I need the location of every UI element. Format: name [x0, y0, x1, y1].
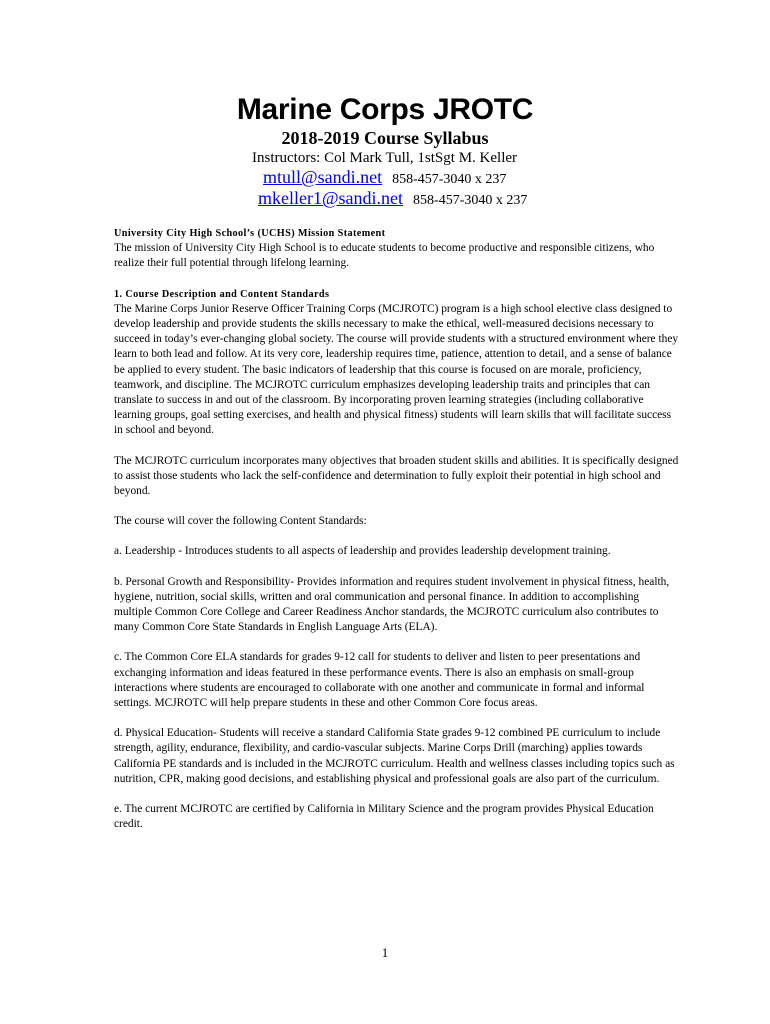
document-title: Marine Corps JROTC	[236, 93, 534, 126]
standard-c: c. The Common Core ELA standards for grades 9-12 call for students to deliver and listen to peer presentations and exchanging information and ideas featured in these performance events. There is also an emphasis on small-group interactions where students are encouraged to collaborate with one another and communicate in formal and informal settings. MCJROTC will help prepare students in these and other Common Core focus areas.	[114, 651, 645, 710]
instructors-line: Instructors: Col Mark Tull, 1stSgt M. Keller	[252, 150, 518, 166]
mission-text: The mission of University City High School is to educate students to become productive and responsible citizens, who realize their full potential through lifelong learning.	[114, 242, 655, 270]
course-section	[114, 287, 679, 439]
course-paragraph-3: The course will cover the following Content Standards:	[114, 515, 367, 528]
standard-b: b. Personal Growth and Responsibility- Provides information and requires student involvement in physical fitness, health, hygiene, nutrition, social skills, written and oral communication and personal finance. In addition to accomplishing multiple Common Core College and Career Readiness Anchor standards, the MCJROTC curriculum also contributes to many Common Core State Standards in English Language Arts (ELA).	[114, 575, 670, 634]
email-link-tull[interactable]: mtull@sandi.net	[263, 167, 383, 187]
page-number: 1	[381, 945, 389, 960]
email-link-keller[interactable]: mkeller1@sandi.net	[258, 188, 404, 208]
course-paragraph-1: The Marine Corps Junior Reserve Officer Training Corps (MCJROTC) program is a high school elective class designed to develop leadership and provide students the skills necessary to make the ethical, well-measured decisions necessary to succeed in today’s ever-changing global society. The course will provide students with a structured environment where they learn to both lead and follow. At its very core, leadership requires time, patience, attention to detail, and a sense of balance be applied to every student. The basic indicators of leadership that this course is focused on are morale, proficiency, teamwork, and discipline. The MCJROTC curriculum emphasizes developing leadership traits and principles that can translate to success in and out of the classroom. By incorporating proven learning strategies (including collaborative learning groups, goal setting exercises, and health and physical fitness) students will learn skills that will facilitate success in school and beyond.	[114, 302, 679, 437]
document-subtitle: 2018-2019 Course Syllabus	[281, 128, 489, 148]
document-body	[114, 226, 679, 848]
mission-heading: University City High School’s (UCHS) Mission Statement	[114, 228, 386, 239]
phone-keller: 858-457-3040 x 237	[413, 193, 528, 208]
mission-section	[114, 226, 679, 272]
contact-line-tull	[263, 167, 506, 188]
contact-line-keller	[258, 188, 527, 209]
phone-tull: 858-457-3040 x 237	[392, 172, 507, 187]
standard-a: a. Leadership - Introduces students to all aspects of leadership and provides leadership development training.	[114, 545, 611, 558]
course-heading: 1. Course Description and Content Standards	[114, 288, 330, 300]
course-paragraph-2: The MCJROTC curriculum incorporates many objectives that broaden student skills and abilities. It is specifically designed to assist those students who lack the self-confidence and determination to fully exploit their potential in high school and beyond.	[114, 454, 679, 498]
standard-d: d. Physical Education- Students will receive a standard California State grades 9-12 combined PE curriculum to include strength, agility, endurance, flexibility, and cardio-vascular subjects. Marine Corps Drill (marching) applies towards California PE standards and is included in the MCJROTC curriculum. Health and wellness classes including topics such as nutrition, CPR, making good decisions, and establishing physical and professional goals are also part of the curriculum.	[114, 727, 675, 785]
standard-e: e. The current MCJROTC are certified by California in Military Science and the program provides Physical Education credit.	[114, 803, 654, 831]
